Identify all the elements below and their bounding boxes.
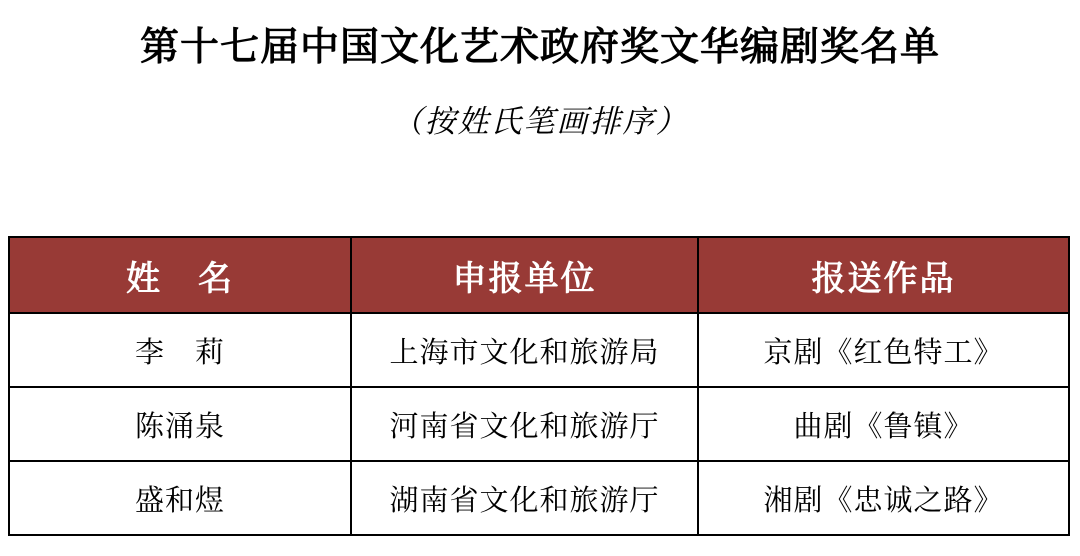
table-row xyxy=(9,313,1069,387)
cell-unit: 上海市文化和旅游局 xyxy=(351,313,698,387)
page-subtitle: （按姓氏笔画排序） xyxy=(391,104,689,139)
table-row xyxy=(9,461,1069,535)
table-header-row xyxy=(9,237,1069,313)
cell-unit: 湖南省文化和旅游厅 xyxy=(351,461,698,535)
column-header-unit: 申报单位 xyxy=(351,237,698,313)
column-header-work: 报送作品 xyxy=(698,237,1069,313)
column-header-name: 姓 名 xyxy=(9,237,351,313)
awards-table xyxy=(8,236,1070,536)
cell-name: 陈涌泉 xyxy=(9,387,351,461)
cell-work: 湘剧《忠诚之路》 xyxy=(698,461,1069,535)
cell-name: 盛和煜 xyxy=(9,461,351,535)
cell-unit: 河南省文化和旅游厅 xyxy=(351,387,698,461)
cell-name: 李 莉 xyxy=(9,313,351,387)
cell-work: 曲剧《鲁镇》 xyxy=(698,387,1069,461)
page-title: 第十七届中国文化艺术政府奖文华编剧奖名单 xyxy=(139,26,940,69)
cell-work: 京剧《红色特工》 xyxy=(698,313,1069,387)
table-row xyxy=(9,387,1069,461)
